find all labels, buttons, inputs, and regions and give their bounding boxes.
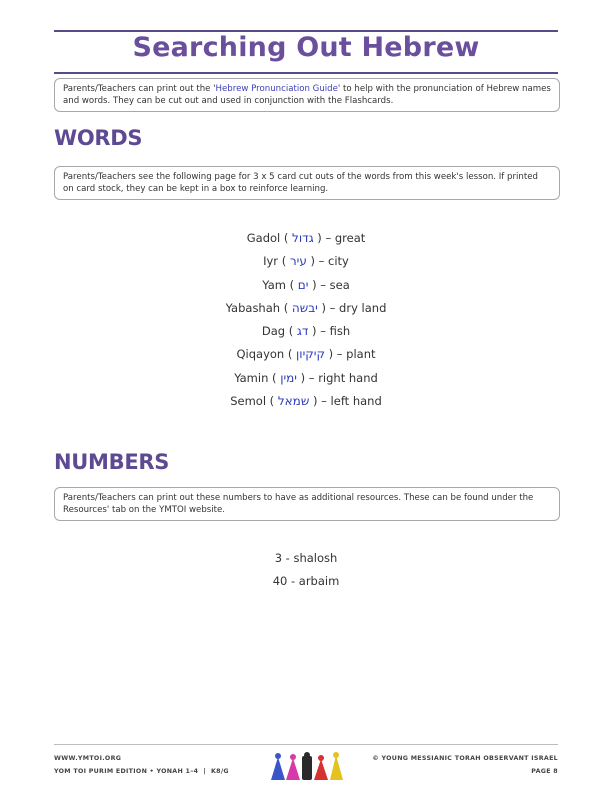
word-translit: Yabashah	[225, 300, 281, 315]
word-meaning: dry land	[339, 300, 387, 315]
word-item: Gadol ( גדול ) – great	[246, 231, 366, 245]
pronunciation-guide-link[interactable]: Hebrew Pronunciation Guide	[215, 84, 338, 94]
logo-figure-red	[314, 759, 328, 780]
logo-head-1	[275, 753, 281, 759]
word-meaning: fish	[329, 324, 351, 339]
footer-website[interactable]: WWW.YMTOI.ORG	[54, 755, 122, 762]
word-translit: Gadol	[246, 231, 281, 245]
word-translit: Dag	[261, 324, 286, 339]
ymtoi-logo	[269, 752, 345, 782]
logo-figure-blue	[271, 757, 285, 780]
word-item: Yamin ( ימין ) – right hand	[234, 370, 378, 385]
footer-edition	[54, 768, 229, 775]
word-translit: Semol	[230, 394, 267, 409]
word-meaning: plant	[346, 347, 376, 362]
word-hebrew: ים	[297, 277, 309, 292]
logo-figure-pink	[286, 758, 300, 780]
words-note: Parents/Teachers see the following page for 3 x 5 card cut outs of the words from this week's lesson. If printed on card stock, they can be kept in a box to reinforce learning.	[54, 166, 560, 200]
logo-figure-black	[302, 756, 312, 780]
footer-lesson: K8/G	[210, 768, 229, 775]
footer-page-number: PAGE 8	[531, 768, 558, 775]
word-translit: Yam	[262, 277, 286, 292]
word-meaning: right hand	[318, 370, 378, 385]
footer-edition-text: YOM TOI PURIM EDITION • YONAH 1–4	[54, 768, 199, 775]
footer-copyright: © YOUNG MESSIANIC TORAH OBSERVANT ISRAEL	[372, 755, 558, 762]
word-item: Dag ( דג ) – fish	[261, 324, 351, 339]
word-hebrew: עיר	[289, 254, 307, 269]
intro-note-after: ' to help with the pronunciation of Hebrew names and words. They can be cut out and used in conjunction with the Flashcards.	[63, 84, 551, 106]
word-translit: Qiqayon	[236, 347, 285, 362]
word-translit: Iyr	[263, 254, 279, 269]
word-hebrew: ימין	[280, 370, 297, 385]
intro-note	[54, 78, 560, 112]
logo-head-2	[290, 754, 296, 760]
number-list	[54, 549, 558, 595]
word-translit: Yamin	[234, 370, 269, 385]
logo-head-4	[318, 755, 324, 761]
numbers-note: Parents/Teachers can print out these numbers to have as additional resources. These can be found under the Resources' tab on the YMTOI website.	[54, 487, 560, 521]
word-meaning: great	[334, 231, 366, 245]
numbers-heading: NUMBERS	[54, 450, 170, 474]
word-hebrew: קיקיון	[296, 347, 325, 362]
word-hebrew: דג	[296, 324, 309, 339]
word-item: Semol ( שמאל ) – left hand	[230, 394, 382, 409]
word-item: Yabashah ( יבשה ) – dry land	[225, 300, 387, 315]
number-item: 40 - arbaim	[272, 574, 340, 588]
footer-separator: |	[200, 768, 209, 775]
intro-note-before: Parents/Teachers can print out the '	[63, 84, 216, 94]
word-hebrew: גדול	[292, 231, 314, 245]
word-item: Qiqayon ( קיקיון ) – plant	[236, 347, 376, 362]
word-item: Iyr ( עיר ) – city	[263, 254, 349, 269]
title-rule	[54, 72, 558, 74]
page-title: Searching Out Hebrew	[132, 32, 480, 63]
word-hebrew: שמאל	[277, 394, 310, 409]
logo-figure-yellow	[330, 755, 343, 780]
word-hebrew: יבשה	[291, 300, 318, 315]
word-meaning: left hand	[330, 394, 382, 409]
logo-head-5	[333, 752, 339, 758]
word-meaning: sea	[329, 277, 350, 292]
logo-head-3	[304, 752, 310, 758]
footer-rule	[54, 744, 558, 745]
word-meaning: city	[328, 254, 349, 269]
words-heading: WORDS	[54, 126, 143, 150]
word-list	[54, 229, 558, 415]
number-item: 3 - shalosh	[274, 551, 338, 565]
word-item: Yam ( ים ) – sea	[262, 277, 350, 292]
